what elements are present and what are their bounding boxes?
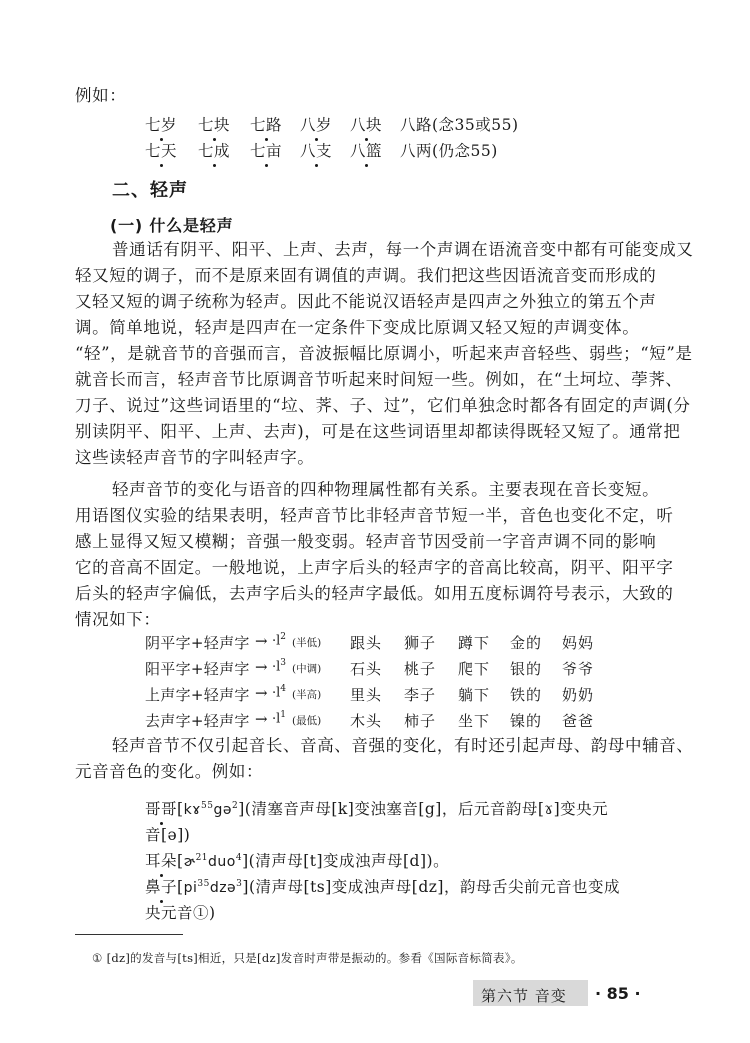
ipa-example-erduo: 耳朵[ɚ$^{21}$duo$^4$](清声母[t]变成浊声母[d])。 (145, 849, 449, 871)
example-word: 八岁 (300, 113, 332, 135)
ipa-example-bizi-cont: 央元音①) (145, 904, 216, 922)
paragraph-line: 后头的轻声字偏低，去声字后头的轻声字最低。如用五度标调符号表示，大致的 (75, 584, 674, 603)
tone-word: 桃子 (404, 660, 437, 678)
example-word: 七岁 (145, 113, 177, 135)
paragraph-line: 又轻又短的调子统称为轻声。因此不能说汉语轻声是四声之外独立的第五个声 (75, 292, 657, 311)
paragraph-line: 轻声音节的变化与语音的四种物理属性都有关系。主要表现在音长变短。 (112, 480, 660, 499)
tone-mark: $\cdot l^1$ (272, 710, 287, 727)
tone-note: (半高) (292, 689, 322, 701)
tone-word: 奶奶 (562, 686, 595, 704)
tone-mark: $\cdot l^3$ (272, 658, 287, 675)
paragraph-line: 普通话有阴平、阳平、上声、去声，每一个声调在语流音变中都有可能变成又 (112, 240, 694, 259)
paragraph-line: 刀子、说过”这些词语里的“垃、荠、子、过”，它们单独念时都各有固定的声调(分 (75, 396, 691, 415)
tone-word: 石头 (350, 660, 383, 678)
tone-word: 坐下 (458, 712, 491, 730)
tone-note: (半低) (292, 637, 322, 649)
tone-label: 阴平字+轻声字 (145, 634, 250, 652)
example-word: 八块 (350, 113, 382, 135)
example-word: 八两(仍念55) (400, 142, 498, 160)
tone-word: 爷爷 (562, 660, 595, 678)
tone-word: 柿子 (404, 712, 437, 730)
tone-word: 妈妈 (562, 634, 595, 652)
paragraph-line: 轻声音节不仅引起音长、音高、音强的变化，有时还引起声母、韵母中辅音、 (112, 736, 694, 755)
tone-word: 木头 (350, 712, 383, 730)
paragraph-line: 别读阴平、阳平、上声、去声)，可是在这些词语里却都读得既轻又短了。通常把 (75, 422, 681, 441)
example-word: 七路 (250, 113, 282, 135)
tone-mark: $\cdot l^4$ (272, 684, 287, 701)
arrow-icon: → (255, 658, 268, 676)
paragraph-line: 情况如下： (75, 610, 161, 629)
tone-word: 里头 (350, 686, 383, 704)
subsection-title: (一) 什么是轻声 (110, 216, 234, 235)
tone-label: 去声字+轻声字 (145, 712, 250, 730)
example-word: 七亩 (250, 139, 282, 161)
tone-word: 银的 (510, 660, 543, 678)
paragraph-line: 用语图仪实验的结果表明，轻声音节比非轻声音节短一半，音色也变化不定，听 (75, 506, 674, 525)
paragraph-line: 调。简单地说，轻声是四声在一定条件下变成比原调又轻又短的声调变体。 (75, 318, 640, 337)
tone-word: 躺下 (458, 686, 491, 704)
footnote-divider (75, 934, 183, 935)
tone-word: 金的 (510, 634, 543, 652)
paragraph-line: 这些读轻声音节的字叫轻声字。 (75, 448, 315, 467)
tone-note: (最低) (292, 715, 322, 727)
tone-label: 阳平字+轻声字 (145, 660, 250, 678)
intro-text: 例如： (75, 86, 127, 105)
example-word: 八支 (300, 139, 332, 161)
tone-word: 狮子 (404, 634, 437, 652)
ipa-example-gege: 哥哥[kɤ$^{55}$gə$^2$](清塞音声母[k]变浊塞音[g]，后元音韵母[ɤ]变央元 (145, 797, 608, 819)
example-word: 八路(念35或55) (400, 116, 519, 134)
example-word: 七天 (145, 139, 177, 161)
paragraph-line: 它的音高不固定。一般地说，上声字后头的轻声字的音高比较高，阴平、阳平字 (75, 558, 674, 577)
arrow-icon: → (255, 710, 268, 728)
section-title: 二、轻声 (112, 180, 188, 201)
tone-row-yangping (0, 656, 750, 678)
tone-label: 上声字+轻声字 (145, 686, 250, 704)
arrow-icon: → (255, 684, 268, 702)
tone-row-qusheng (0, 708, 750, 730)
arrow-icon: → (255, 632, 268, 650)
tone-word: 李子 (404, 686, 437, 704)
tone-row-shangsheng (0, 682, 750, 704)
paragraph-line: 就音长而言，轻声音节比原调音节听起来时间短一些。例如，在“土坷垃、荸荠、 (75, 370, 683, 389)
example-word: 七成 (198, 139, 230, 161)
paragraph-line: 感上显得又短又模糊；音强一般变弱。轻声音节因受前一字音声调不同的影响 (75, 532, 657, 551)
tone-word: 爬下 (458, 660, 491, 678)
tone-word: 爸爸 (562, 712, 595, 730)
tone-word: 镍的 (510, 712, 543, 730)
page-footer (473, 980, 658, 1006)
tone-mark: $\cdot l^2$ (272, 632, 287, 649)
paragraph-line: “轻”，是就音节的音强而言，音波振幅比原调小，听起来声音轻些、弱些；“短”是 (75, 344, 693, 363)
example-word: 七块 (198, 113, 230, 135)
footer-section-title: 第六节 音变 (481, 987, 567, 1005)
paragraph-line: 轻又短的调子，而不是原来固有调值的声调。我们把这些因语流音变而形成的 (75, 266, 657, 285)
tone-word: 蹲下 (458, 634, 491, 652)
example-word: 八篮 (350, 139, 382, 161)
paragraph-line: 元音音色的变化。例如： (75, 762, 264, 781)
tone-row-yinping (0, 630, 750, 652)
tone-note: (中调) (292, 663, 322, 675)
tone-word: 铁的 (510, 686, 543, 704)
tone-word: 跟头 (350, 634, 383, 652)
page-number: · 85 · (595, 984, 641, 1003)
ipa-example-gege-cont: 音[ə]) (145, 826, 191, 844)
footnote: ① [dz]的发音与[ts]相近，只是[dz]发音时声带是振动的。参看《国际音标简表》。 (92, 951, 523, 965)
ipa-example-bizi: 鼻子$[pi^{35}dzə^3]$(清声母[ts]变成浊声母[dz]，韵母舌尖前元音也变成 (145, 875, 620, 897)
